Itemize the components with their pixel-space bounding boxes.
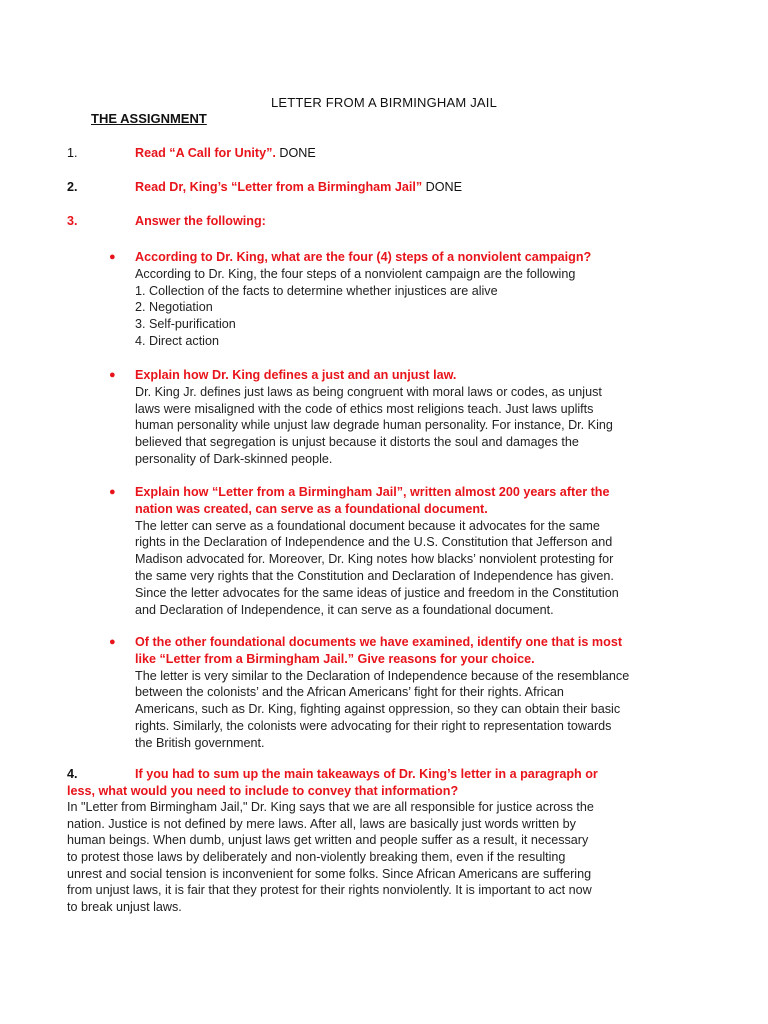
- bullet-icon: ●: [109, 369, 116, 381]
- item-label: Read Dr, King’s “Letter from a Birmingham Jail”: [135, 180, 423, 194]
- question-block-1: [109, 249, 683, 350]
- question-block-2: [109, 367, 683, 468]
- answer-text: Dr. King Jr. defines just laws as being congruent with moral laws or codes, as unjust laws were misaligned with the code of ethics most religions teach. Just laws uplifts human personality while unjust law degrade human personality. For instance, Dr. King believed that segregation is unjust because it distorts the soul and damages the personality of Dark-skinned people.: [135, 384, 613, 466]
- item-number: 4.: [67, 767, 78, 781]
- answer-text: According to Dr. King, the four steps of a nonviolent campaign are the following 1. Collection of the facts to determine whether injustices are alive 2. Negotiation 3. Self-purification 4. Direct action: [135, 266, 576, 348]
- item-number: 3.: [67, 214, 78, 228]
- bullet-icon: ●: [109, 636, 116, 648]
- item-status: DONE: [275, 146, 316, 160]
- question-text: According to Dr. King, what are the four (4) steps of a nonviolent campaign?: [135, 250, 592, 264]
- bullet-icon: ●: [109, 251, 116, 263]
- question-text: If you had to sum up the main takeaways of Dr. King’s letter in a paragraph or: [135, 767, 598, 781]
- item-label: Read “A Call for Unity”.: [135, 146, 276, 160]
- question-text: Explain how Dr. King defines a just and an unjust law.: [135, 368, 457, 382]
- document-title: LETTER FROM A BIRMINGHAM JAIL: [270, 95, 498, 110]
- answer-text: The letter is very similar to the Declaration of Independence because of the resemblance between the colonists’ and the African Americans’ fight for their rights. African Americans, such as Dr. King, fighting against oppression, so they can obtain their basic rights. Similarly, the colonists were advocating for their right to representation towards the British government.: [135, 668, 630, 750]
- item-number: 2.: [67, 180, 78, 194]
- bullet-icon: ●: [109, 486, 116, 498]
- item-label: Answer the following:: [135, 214, 266, 228]
- answer-text: In "Letter from Birmingham Jail," Dr. King says that we are all responsible for justice across the nation. Justice is not defined by mere laws. After all, laws are basically just words written by human beings. When dumb, unjust laws get written and people suffer as a result, it necessary to protest those laws by deliberately and non-violently breaking them, even if the resulting unrest and social tension is inconvenient for some folks. Since African Americans are suffering from unjust laws, it is fair that they protest for their rights nonviolently. It is important to act now to break unjust laws.: [67, 800, 594, 914]
- item-number: 1.: [67, 146, 78, 160]
- question-text: Explain how “Letter from a Birmingham Jail”, written almost 200 years after the nation was created, can serve as a foundational document.: [135, 485, 610, 516]
- assignment-heading: THE ASSIGNMENT: [91, 111, 207, 126]
- question-text-continued: less, what would you need to include to convey that information?: [67, 783, 459, 798]
- item-status: DONE: [422, 180, 463, 194]
- question-text: Of the other foundational documents we have examined, identify one that is most like “Letter from a Birmingham Jail.” Give reasons for your choice.: [135, 635, 623, 666]
- question-block-3: [109, 484, 683, 618]
- question-block-4: [109, 634, 683, 752]
- item-4: [67, 766, 707, 915]
- answer-text: The letter can serve as a foundational document because it advocates for the same rights in the Declaration of Independence and the U.S. Constitution that Jefferson and Madison advocated for. Moreover, Dr. King notes how blacks’ nonviolent protesting for the same very rights that the Constitution and Declaration of Independence has given. Since the letter advocates for the same ideas of justice and freedom in the Constitution and Declaration of Independence, it can serve as a foundational document.: [135, 518, 619, 617]
